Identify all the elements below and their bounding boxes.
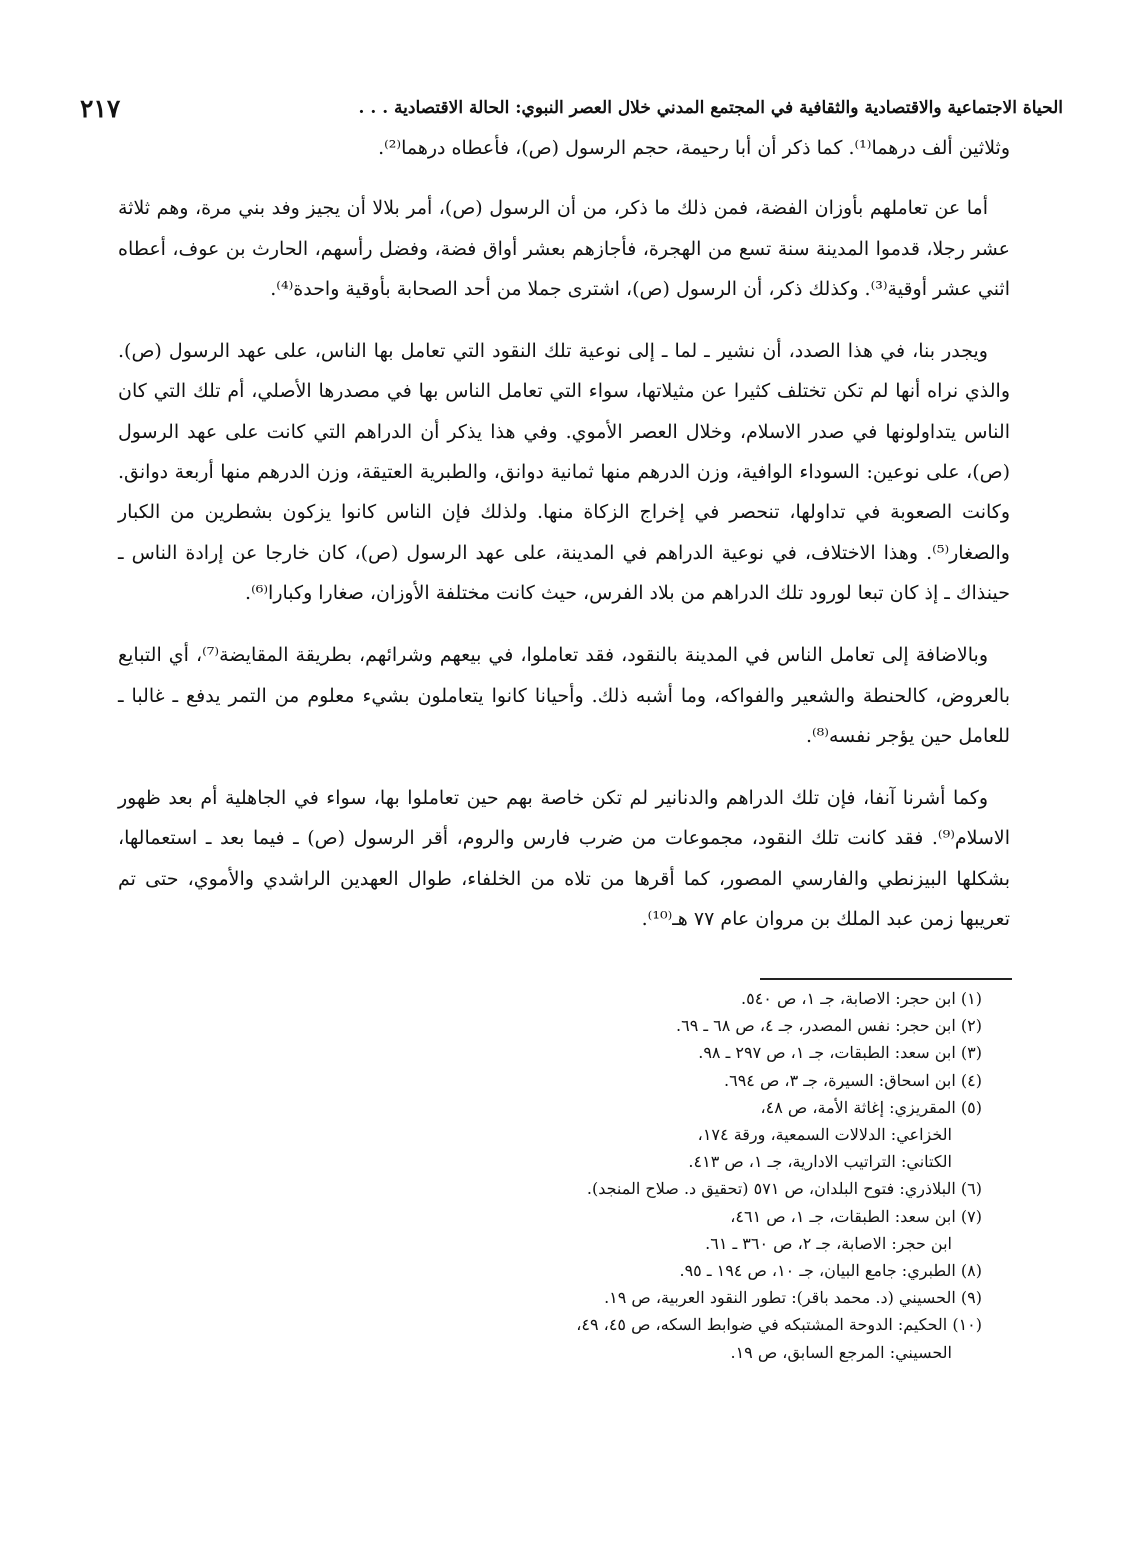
footnote-10-cont: الحسيني: المرجع السابق، ص ١٩. xyxy=(730,1342,952,1362)
paragraph-5: وكما أشرنا آنفا، فإن تلك الدراهم والدنانير لم تكن خاصة بهم حين تعاملوا بها، سواء في الجاهلية أم بعد ظهور الاسلام⁽⁹⁾. فقد كانت تلك النقود، مجموعات من ضرب فارس والروم، أقر الرسول (ص) ـ فيما بعد ـ استعمالها، بشكلها البيزنطي والفارسي المصور، كما أقرها من تلاه من الخلفاء، طوال العهدين الراشدي والأموي، حتى تم تعريبها زمن عبد الملك بن مروان عام ٧٧ هـ⁽¹⁰⁾. xyxy=(118,787,1010,931)
paragraph-2: أما عن تعاملهم بأوزان الفضة، فمن ذلك ما ذكر، من أن الرسول (ص)، أمر بلالا أن يجيز وفد بني مرة، وهم ثلاثة عشر رجلا، قدموا المدينة سنة تسع من الهجرة، فأجازهم بعشر أواق فضة، وفضل رأسهم، الحارث بن عوف، أعطاه اثني عشر أوقية⁽³⁾. وكذلك ذكر، أن الرسول (ص)، اشترى جملا من أحد الصحابة بأوقية واحدة⁽⁴⁾. xyxy=(118,197,1010,300)
footnote-8: (٨) الطبري: جامع البيان، جـ ١٠، ص ١٩٤ ـ ٩٥. xyxy=(679,1261,982,1281)
body-text xyxy=(118,128,1010,961)
running-title: الحياة الاجتماعية والاقتصادية والثقافية في المجتمع المدني خلال العصر النبوي: الحالة الاقتصادية . . . xyxy=(358,98,1063,118)
footnote-10: (١٠) الحكيم: الدوحة المشتبكه في ضوابط السكه، ص ٤٥، ٤٩، xyxy=(576,1315,982,1335)
footnote-9: (٩) الحسيني (د. محمد باقر): تطور النقود العربية، ص ١٩. xyxy=(604,1288,982,1308)
footnote-5-cont-1: الخزاعي: الدلالات السمعية، ورقة ١٧٤، xyxy=(697,1125,952,1145)
page-header xyxy=(80,94,1063,128)
footnote-separator xyxy=(760,978,1012,980)
footnotes xyxy=(300,985,982,1366)
paragraph-3: ويجدر بنا، في هذا الصدد، أن نشير ـ لما ـ إلى نوعية تلك النقود التي تعامل بها الناس، على عهد الرسول (ص). والذي نراه أنها لم تكن تختلف كثيرا عن مثيلاتها، سواء التي تعامل الناس بها في مصدرها الأصلي، أم تلك التي كان الناس يتداولونها في صدر الاسلام، وخلال العصر الأموي. وفي هذا يذكر أن الدراهم التي كانت على عهد الرسول (ص)، على نوعين: السوداء الوافية، وزن الدرهم منها ثمانية دوانق، والطبرية العتيقة، وزن الدرهم منها أربعة دوانق. وكانت الصعوبة في تداولها، تنحصر في إخراج الزكاة منها. ولذلك فإن الناس كانوا يزكون بشطرين من الكبار والصغار⁽⁵⁾. وهذا الاختلاف، في نوعية الدراهم في المدينة، على عهد الرسول (ص)، كان خارجا عن إرادة الناس ـ حينذاك ـ إذ كان تبعا لورود تلك الدراهم من بلاد الفرس، حيث كانت مختلفة الأوزان، صغارا وكبارا⁽⁶⁾. xyxy=(118,340,1010,604)
footnote-7: (٧) ابن سعد: الطبقات، جـ ١، ص ٤٦١، xyxy=(730,1206,982,1226)
footnote-2: (٢) ابن حجر: نفس المصدر، جـ ٤، ص ٦٨ ـ ٦٩. xyxy=(676,1016,982,1036)
footnote-5-cont-2: الكتاني: التراتيب الادارية، جـ ١، ص ٤١٣. xyxy=(688,1152,952,1172)
footnote-4: (٤) ابن اسحاق: السيرة، جـ ٣، ص ٦٩٤. xyxy=(724,1070,982,1090)
footnote-1: (١) ابن حجر: الاصابة، جـ ١، ص ٥٤٠. xyxy=(741,989,982,1008)
page-number: ٢١٧ xyxy=(80,94,121,123)
footnote-5: (٥) المقريزي: إغاثة الأمة، ص ٤٨، xyxy=(760,1097,982,1117)
footnote-7-cont: ابن حجر: الاصابة، جـ ٢، ص ٣٦٠ ـ ٦١. xyxy=(705,1233,952,1253)
paragraph-1: وثلاثين ألف درهما⁽¹⁾. كما ذكر أن أبا رحيمة، حجم الرسول (ص)، فأعطاه درهما⁽²⁾. xyxy=(378,137,1010,159)
footnote-3: (٣) ابن سعد: الطبقات، جـ ١، ص ٢٩٧ ـ ٩٨. xyxy=(698,1043,982,1063)
footnote-6: (٦) البلاذري: فتوح البلدان، ص ٥٧١ (تحقيق د. صلاح المنجد). xyxy=(586,1179,982,1199)
paragraph-4: وبالاضافة إلى تعامل الناس في المدينة بالنقود، فقد تعاملوا، في بيعهم وشرائهم، بطريقة المقايضة⁽⁷⁾، أي التبايع بالعروض، كالحنطة والشعير والفواكه، وما أشبه ذلك. وأحيانا كانوا يتعاملون بشيء معلوم من التمر يدفع ـ غالبا ـ للعامل حين يؤجر نفسه⁽⁸⁾. xyxy=(118,644,1010,747)
